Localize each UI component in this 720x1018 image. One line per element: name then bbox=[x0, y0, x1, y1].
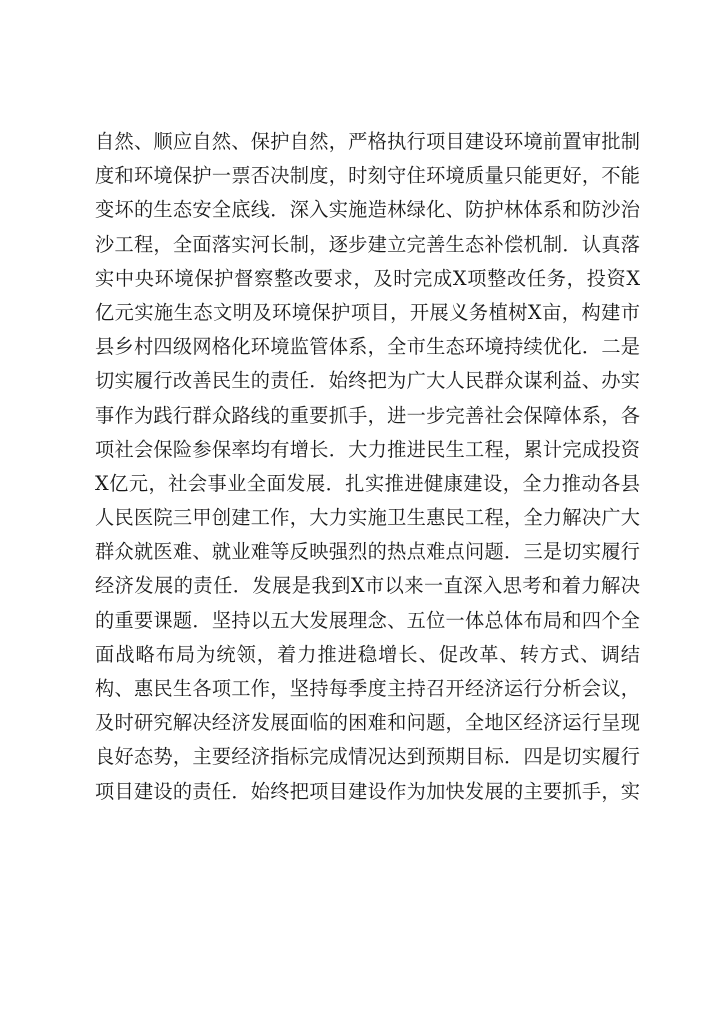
text-line: 县乡村四级网格化环境监管体系，全市生态环境持续优化．二是 bbox=[95, 335, 640, 359]
text-line: 切实履行改善民生的责任．始终把为广大人民群众谋利益、办实 bbox=[95, 369, 640, 393]
text-line: 及时研究解决经济发展面临的困难和问题，全地区经济运行呈现 bbox=[95, 711, 640, 735]
text-line: 群众就医难、就业难等反映强烈的热点难点问题．三是切实履行 bbox=[95, 540, 640, 564]
text-line: 面战略布局为统领，着力推进稳增长、促改革、转方式、调结 bbox=[95, 642, 640, 666]
body-paragraph bbox=[95, 125, 640, 809]
text-line: X亿元，社会事业全面发展．扎实推进健康建设，全力推动各县 bbox=[95, 471, 640, 495]
text-line: 人民医院三甲创建工作，大力实施卫生惠民工程，全力解决广大 bbox=[95, 506, 640, 530]
text-line: 的重要课题．坚持以五大发展理念、五位一体总体布局和四个全 bbox=[95, 608, 640, 632]
text-line: 项社会保险参保率均有增长．大力推进民生工程，累计完成投资 bbox=[95, 437, 640, 461]
text-line: 事作为践行群众路线的重要抓手，进一步完善社会保障体系，各 bbox=[95, 403, 640, 427]
text-line: 变坏的生态安全底线．深入实施造林绿化、防护林体系和防沙治 bbox=[95, 198, 640, 222]
text-line: 经济发展的责任．发展是我到X市以来一直深入思考和着力解决 bbox=[95, 574, 640, 598]
text-line: 自然、顺应自然、保护自然，严格执行项目建设环境前置审批制 bbox=[95, 130, 640, 153]
text-line: 度和环境保护一票否决制度，时刻守住环境质量只能更好，不能 bbox=[95, 164, 640, 188]
text-line: 沙工程，全面落实河长制，逐步建立完善生态补偿机制．认真落 bbox=[95, 232, 640, 256]
text-line: 构、惠民生各项工作，坚持每季度主持召开经济运行分析会议， bbox=[95, 677, 640, 700]
text-line: 良好态势，主要经济指标完成情况达到预期目标．四是切实履行 bbox=[95, 745, 640, 769]
text-line: 项目建设的责任．始终把项目建设作为加快发展的主要抓手，实 bbox=[95, 779, 640, 803]
text-line: 实中央环境保护督察整改要求，及时完成X项整改任务，投资X bbox=[95, 266, 640, 290]
text-line: 亿元实施生态文明及环境保护项目，开展义务植树X亩，构建市 bbox=[95, 300, 640, 324]
